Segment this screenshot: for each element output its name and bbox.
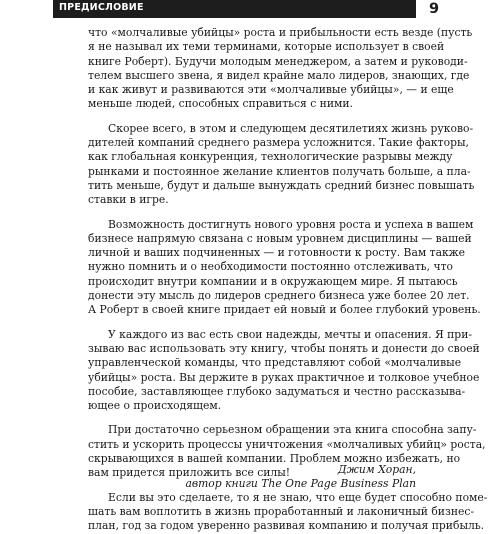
text-line: и как живут и развиваются эти «молчаливые убийцы», — и еще <box>88 83 454 97</box>
text-line: я не называл их теми терминами, которые использует в своей <box>88 40 445 54</box>
paragraph-2 <box>88 121 475 208</box>
text-line: телем высшего звена, я видел крайне мало лидеров, знающих, где <box>88 68 470 82</box>
signature-block <box>185 463 416 492</box>
text-line: При достаточно серьезном обращении эта книга способна запу- <box>108 423 477 437</box>
text-line: пособие, заставляющее глубоко задуматься и честно рассказыва- <box>88 384 466 398</box>
signature-role: автор книги The One Page Business Plan <box>185 477 416 491</box>
text-line: что «молчаливые убийцы» роста и прибыльности есть везде (пусть <box>88 26 473 39</box>
text-line: книге Роберт). Будучи молодым менеджером, а затем и руководи- <box>88 54 468 68</box>
paragraph-6 <box>88 490 488 534</box>
text-line: ющее о происходящем. <box>88 399 222 413</box>
text-line: шать вам воплотить в жизнь проработанный и лаконичный бизнес- <box>88 504 475 518</box>
text-line: стить и ускорить процессы уничтожения «молчаливых убийц» роста, <box>88 437 486 451</box>
paragraph-1 <box>88 26 473 112</box>
text-line: У каждого из вас есть свои надежды, мечты и опасения. Я при- <box>108 327 472 341</box>
paragraph-3 <box>88 217 481 318</box>
page-number: 9 <box>428 1 440 17</box>
text-line: как глобальная конкуренция, технологические разрывы между <box>88 150 453 164</box>
text-line: А Роберт в своей книге придает ей новый и более глубокий уровень. <box>88 303 481 317</box>
signature-name: Джим Хоран, <box>337 463 416 476</box>
text-line: нужно помнить и о необходимости постоянно отслеживать, что <box>88 260 454 274</box>
text-line: вам придется приложить все силы! <box>88 466 291 480</box>
text-line: дителей компаний среднего размера усложнится. Такие факторы, <box>88 136 469 150</box>
text-line: Возможность достигнуть нового уровня роста и успеха в вашем <box>108 217 474 231</box>
text-line: управленческой команды, что представляют собой «молчаливые <box>88 356 462 370</box>
text-line: план, год за годом уверенно развивая компанию и получая прибыль. <box>88 519 485 533</box>
text-line: личной и ваших подчиненных — и готовности к росту. Вам также <box>88 246 465 260</box>
text-line: происходит внутри компании и в окружающем мире. Я пытаюсь <box>88 274 458 288</box>
text-line: убийцы» роста. Вы держите в руках практичное и толковое учебное <box>88 370 480 384</box>
text-line: Если вы это сделаете, то я не знаю, что еще будет способно поме- <box>108 490 488 504</box>
paragraph-4 <box>88 327 480 414</box>
text-line: зываю вас использовать эту книгу, чтобы понять и донести до своей <box>88 341 480 355</box>
text-line: ставки в игре. <box>88 193 169 207</box>
text-line: меньше людей, способных справиться с ними. <box>88 97 353 111</box>
text-line: донести эту мысль до лидеров среднего бизнеса уже более 20 лет. <box>88 289 470 303</box>
body-text <box>88 26 488 534</box>
text-line: Скорее всего, в этом и следующем десятилетиях жизнь руково- <box>108 121 474 135</box>
text-line: скрывающихся в вашей компании. Проблем можно избежать, но <box>88 452 461 466</box>
text-line: тить меньше, будут и дальше вынуждать средний бизнес повышать <box>88 178 475 192</box>
section-title: ПРЕДИСЛОВИЕ <box>59 2 144 13</box>
running-header <box>53 0 416 18</box>
text-line: рынками и постоянное желание клиентов получать больше, а пла- <box>88 164 471 178</box>
text-line: бизнесе напрямую связана с новым уровнем дисциплины — вашей <box>88 231 472 245</box>
